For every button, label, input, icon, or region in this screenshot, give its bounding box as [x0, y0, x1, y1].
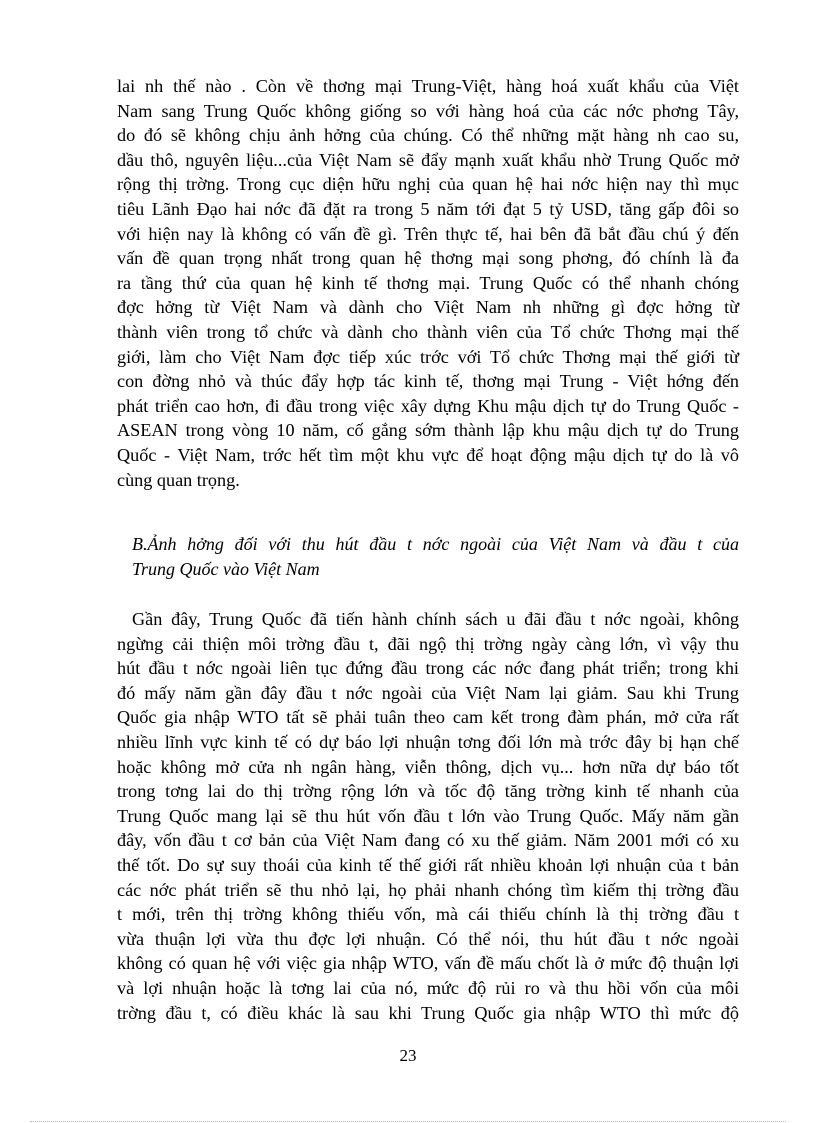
text-line: ngừng cải thiện môi trờng đầu t, đãi ngộ thị trờng ngày càng lớn, vì vậy thu — [117, 633, 739, 654]
text-line: cùng quan trọng. — [117, 469, 240, 490]
page-bottom-divider — [30, 1121, 786, 1122]
text-line: trong tơng lai do thị trờng rộng lớn và tốc độ tăng trờng kinh tế nhanh của — [117, 781, 739, 802]
text-line: đây, vốn đầu t cơ bản của Việt Nam đang có xu thế giảm. Năm 2001 mới có xu — [117, 830, 739, 851]
text-line: Quốc gia nhập WTO tất sẽ phải tuân theo cam kết trong đàm phán, mở cửa rất — [117, 707, 739, 728]
body-paragraph-2 — [117, 607, 739, 1025]
text-line: thế tốt. Do sự suy thoái của kinh tế thế giới rất nhiều khoản lợi nhuận của t bản — [117, 854, 739, 875]
text-line: hoặc không mở cửa nh ngân hàng, viễn thông, dịch vụ... hơn nữa dự báo tốt — [117, 756, 739, 777]
text-line: t mới, trên thị trờng không thiếu vốn, mà cái thiếu chính là thị trờng đầu t — [117, 904, 739, 925]
text-line: hút đầu t nớc ngoài liên tục đứng đầu trong các nớc đang phát triển; trong khi — [117, 658, 739, 679]
text-line: trờng đầu t, có điều khác là sau khi Trung Quốc gia nhập WTO thì mức độ — [117, 1002, 739, 1023]
text-line: và lợi nhuận hoặc là tơng lai của nó, mức độ rủi ro và thu hồi vốn của môi — [117, 977, 739, 998]
page-number: 23 — [399, 1046, 417, 1065]
text-line: Quốc - Việt Nam, trớc hết tìm một khu vực để hoạt động mậu dịch tự do là vô — [117, 444, 739, 465]
text-line: với hiện nay là không có vấn đề gì. Trên thực tế, hai bên đã bắt đầu chú ý đến — [117, 223, 739, 244]
text-line: lai nh thế nào . Còn về thơng mại Trung-Việt, hàng hoá xuất khẩu của Việt — [117, 76, 739, 96]
text-line: thành viên trong tổ chức và dành cho thành viên của Tổ chức Thơng mại thế — [117, 321, 739, 342]
text-line: vấn đề quan trọng nhất trong quan hệ thơng mại song phơng, đó chính là đa — [117, 248, 739, 269]
text-line: ASEAN trong vòng 10 năm, cố gắng sớm thành lập khu mậu dịch tự do Trung — [117, 420, 739, 441]
text-line: không có quan hệ với việc gia nhập WTO, vấn đề mấu chốt là ở mức độ thuận lợi — [117, 953, 739, 974]
text-line: nhiều lĩnh vực kinh tế có dự báo lợi nhuận tơng đối lớn mà trớc đây bị hạn chế — [117, 731, 739, 752]
text-line: con đờng nhỏ và thúc đẩy hợp tác kinh tế, thơng mại Trung - Việt hớng đến — [117, 371, 739, 392]
text-line: rộng thị trờng. Trong cục diện hữu nghị của quan hệ hai nớc hiện nay thì mục — [117, 174, 739, 195]
text-line: do đó sẽ không chịu ảnh hởng của chúng. Có thể những mặt hàng nh cao su, — [117, 125, 739, 146]
text-line: phát triển cao hơn, đi đầu trong việc xây dựng Khu mậu dịch tự do Trung Quốc - — [117, 395, 739, 416]
section-heading — [132, 532, 739, 581]
text-line: ra tầng thứ của quan hệ kinh tế thơng mại. Trung Quốc có thể nhanh chóng — [117, 272, 739, 293]
text-line: Nam sang Trung Quốc không giống so với hàng hoá của các nớc phơng Tây, — [117, 100, 739, 121]
text-line: tiêu Lãnh Đạo hai nớc đã đặt ra trong 5 năm tới đạt 5 tỷ USD, tăng gấp đôi so — [117, 198, 739, 219]
text-line: đó mấy năm gần đây đầu t nớc ngoài của Việt Nam lại giảm. Sau khi Trung — [117, 682, 739, 703]
body-paragraph-1 — [117, 74, 739, 492]
text-line: các nớc phát triển sẽ thu nhỏ lại, họ phải nhanh chóng tìm kiếm thị trờng đầu — [117, 879, 739, 900]
text-line: giới, làm cho Việt Nam đợc tiếp xúc trớc với Tổ chức Thơng mại thế giới từ — [117, 346, 739, 367]
text-line: đợc hởng từ Việt Nam và dành cho Việt Nam nh những gì đợc hởng từ — [117, 297, 739, 318]
text-line: Trung Quốc mang lại sẽ thu hút vốn đầu t lớn vào Trung Quốc. Mấy năm gần — [117, 805, 739, 826]
heading-line: B.Ảnh hởng đối với thu hút đầu t nớc ngoài của Việt Nam và đầu t của — [132, 534, 739, 554]
heading-line: Trung Quốc vào Việt Nam — [132, 558, 320, 579]
text-line: dầu thô, nguyên liệu...của Việt Nam sẽ đẩy mạnh xuất khẩu nhờ Trung Quốc mở — [117, 149, 739, 170]
text-line: vừa thuận lợi vừa thu đợc lợi nhuận. Có thể nói, thu hút đầu t nớc ngoài — [117, 928, 739, 949]
text-line: Gần đây, Trung Quốc đã tiến hành chính sách u đãi đầu t nớc ngoài, không — [132, 609, 739, 629]
